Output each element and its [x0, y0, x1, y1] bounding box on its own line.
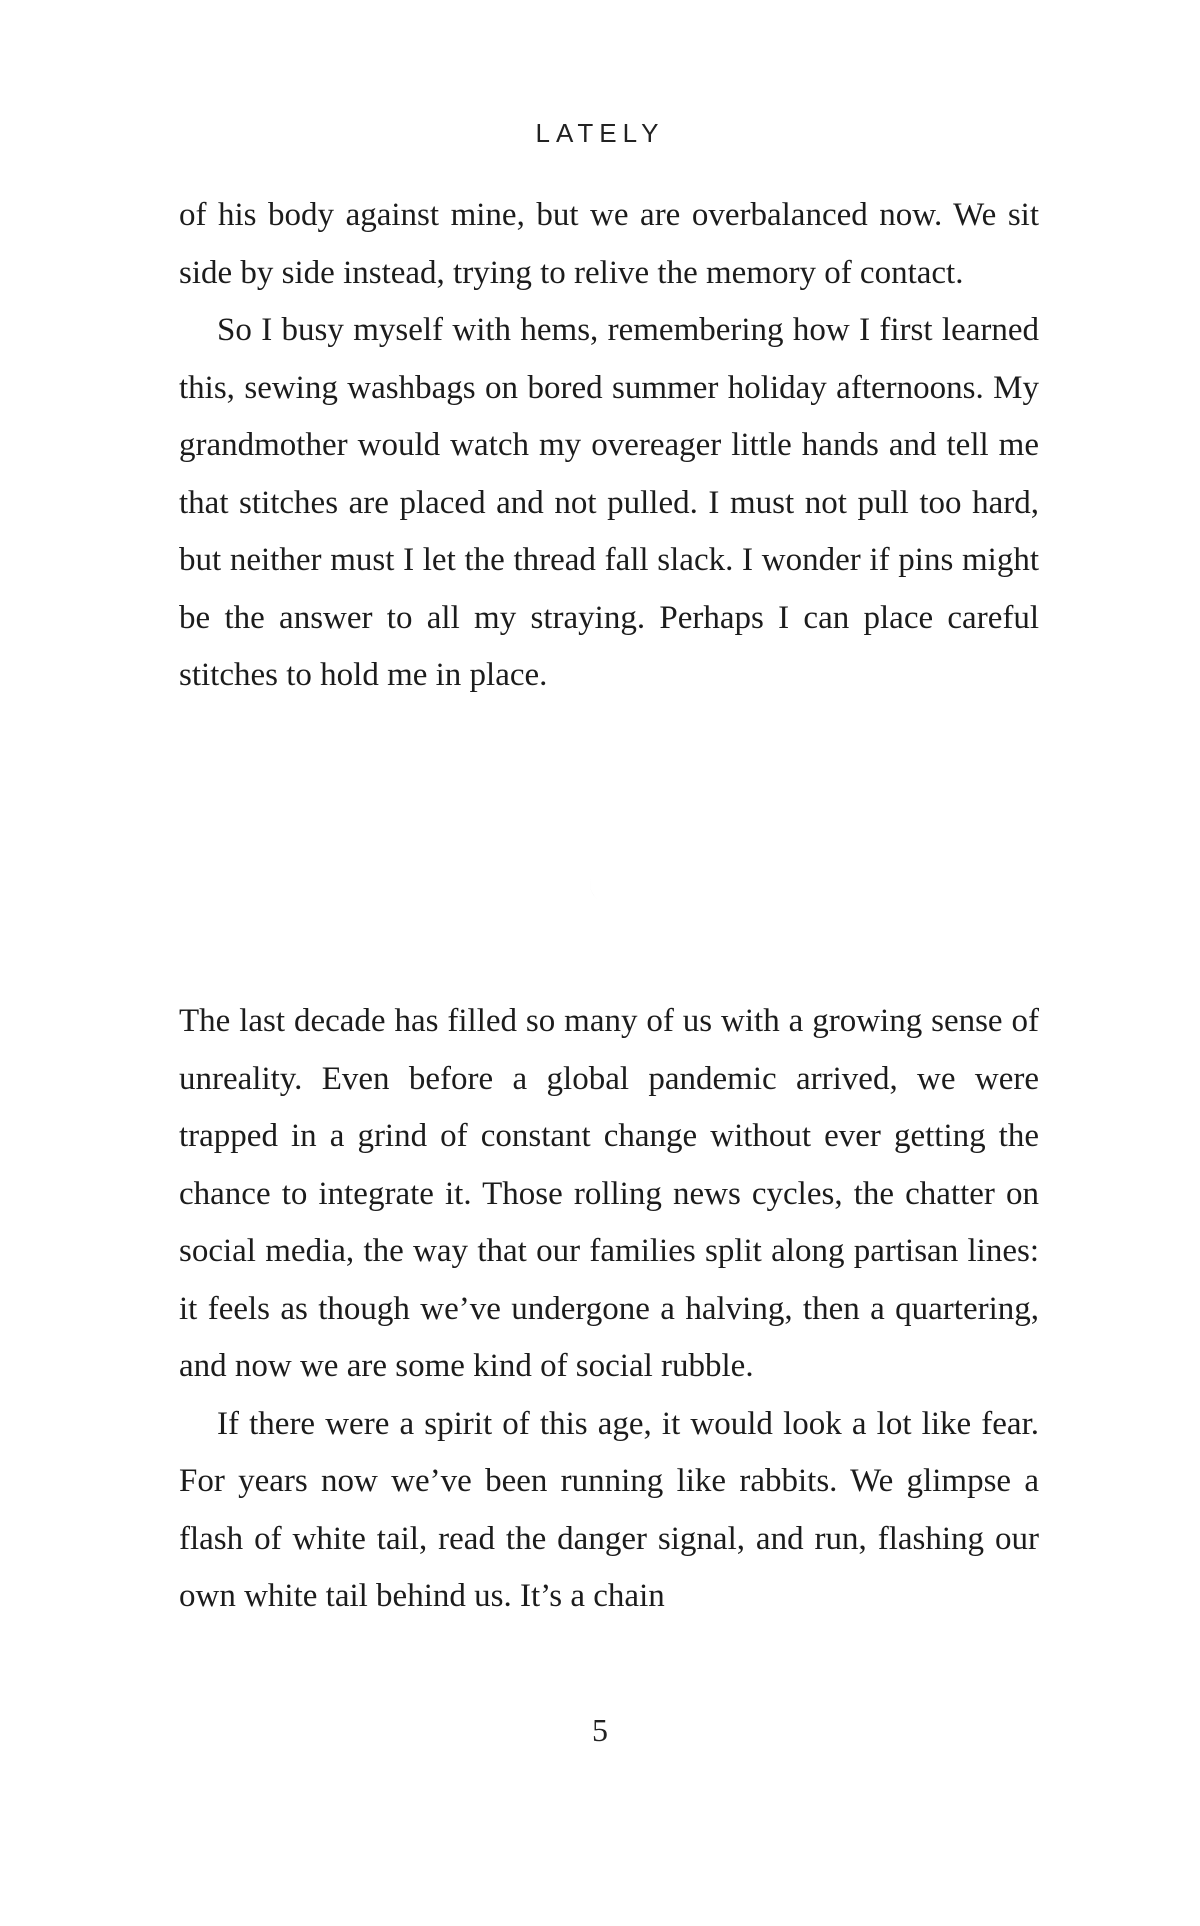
crescent-moon-icon [582, 866, 628, 912]
paragraph: The last decade has filled so many of us with a growing sense of unreality. Even before a global pandemic arrived, we were trapped in a grind of constant change without ever getting the chance to integrate it. Those rolling news cycles, the chatter on social media, the way that our families split along partisan lines: it feels as though we’ve undergone a halving, then a quartering, and now we are some kind of social rubble. [179, 1003, 1039, 1384]
section-1-text [179, 187, 1039, 705]
paragraph: So I busy myself with hems, remembering how I first learned this, sewing washbags on bored summer holiday afternoons. My grandmother would watch my overeager little hands and tell me that stitches are placed and not pulled. I must not pull too hard, but neither must I let the thread fall slack. I wonder if pins might be the answer to all my straying. Perhaps I can place careful stitches to hold me in place. [179, 312, 1039, 693]
section-2-text [179, 993, 1039, 1626]
paragraph: of his body against mine, but we are overbalanced now. We sit side by side instead, trying to relive the memory of contact. [179, 197, 1039, 291]
page-number: 5 [592, 1712, 608, 1748]
running-head: LATELY [535, 118, 665, 148]
paragraph: If there were a spirit of this age, it would look a lot like fear. For years now we’ve been running like rabbits. We glimpse a flash of white tail, read the danger signal, and run, flashing our own white tail behind us. It’s a chain [179, 1405, 1039, 1614]
